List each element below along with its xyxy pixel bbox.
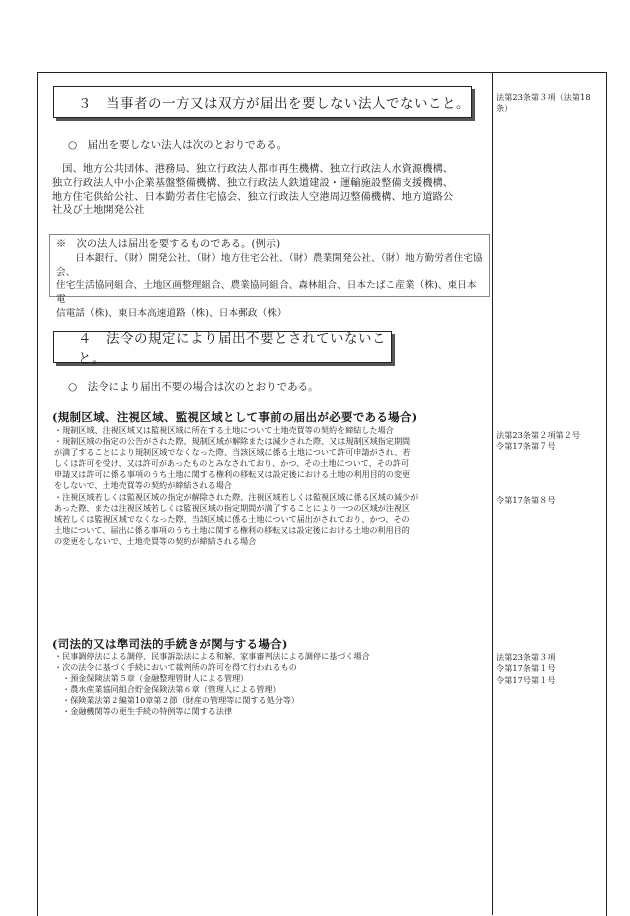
ref-line: 法第23条第３項 (496, 652, 556, 662)
case1-title: (規制区域、注視区域、監視区域として事前の届出が必要である場合) (52, 410, 418, 424)
text-line: ・農水産業協同組合貯金保険法第６章（管理人による管理） (54, 684, 281, 695)
section4-heading (53, 331, 392, 367)
text-line: ・次の法令に基づく手続において裁判所の許可を得て行われるもの (54, 662, 297, 673)
ref-line: 令第17条第７号 (496, 441, 556, 452)
text-line: 土地について、届出に係る事項のうち土地に関する権利の移転又は設定後における土地の利用目的 (54, 524, 410, 535)
text-line: ・規制区域の指定の公告がされた際、規制区域が解除または減少された際、又は規制区域指定期間 (54, 436, 411, 447)
text-line: をしないで、土地売買等の契約が締結される場合 (54, 480, 232, 491)
text-line: 社及び土地開発公社 (52, 205, 145, 217)
text-line: ・金融機関等の更生手続の特例等に関する法律 (54, 706, 233, 717)
section3-entities (52, 163, 492, 218)
section4-heading-text: ４ 法令の規定により届出不要とされていないこと。 (78, 331, 386, 367)
text-line: あった際、または注視区域若しくは監視区域の指定期間が満了することにより一つの区域が注視区 (54, 502, 411, 513)
text-line: 住宅生活協同組合、土地区画整理組合、農業協同組合、森林組合、日本たばこ産業（株)、東日本電 (56, 280, 477, 306)
ref-line: 令第17条第１号 (496, 663, 556, 674)
case2-body (54, 651, 490, 718)
text-line: ・規制区域、注視区域又は監視区域に所在する土地について土地売買等の契約を締結した場合 (54, 425, 394, 435)
case2-title: (司法的又は準司法的手続きが関与する場合) (52, 637, 288, 651)
example-box (49, 234, 490, 319)
text-line: の変更をしないで、土地売買等の契約が締結される場合 (54, 535, 257, 546)
text-line: ・民事調停法による調停、民事訴訟法による和解、家事審判法による調停に基づく場合 (54, 651, 370, 661)
text-line: 日本銀行、（財）開発公社、（財）地方住宅公社、（財）農業開発公社、（財）地方勤労者住宅協会、 (56, 252, 483, 278)
section3-note: ○ 届出を要しない法人は次のとおりである。 (68, 139, 288, 151)
text-line: ※ 次の法人は届出を要するものである。(例示) (56, 239, 281, 250)
text-line: 独立行政法人中小企業基盤整備機構、独立行政法人鉄道建設・運輸施設整備支援機構、 (52, 177, 454, 189)
case1-legal-ref-b (496, 495, 604, 506)
section3-heading-text: ３ 当事者の一方又は双方が届出を要しない法人でないこと。 (78, 96, 470, 112)
section4-note: ○ 法令により届出不要の場合は次のとおりである。 (68, 381, 319, 393)
ref-line: 令第17条第８号 (496, 495, 556, 505)
text-line: 申請又は許可に係る事項のうち土地に関する権利の移転又は設定後における土地の利用目的の変更 (54, 469, 411, 480)
case1-body (54, 425, 490, 547)
text-line: ・注視区域若しくは監視区域の指定が解除された際、注視区域若しくは監視区域に係る区域の減少が (54, 491, 419, 502)
case2-legal-ref (496, 652, 604, 686)
text-line: 国、地方公共団体、港務局、独立行政法人都市再生機構、独立行政法人水資源機構、 (52, 164, 454, 175)
section3-legal-ref (496, 92, 604, 115)
case1-legal-ref-a (496, 430, 604, 453)
ref-line: 令第17号第１号 (496, 674, 556, 685)
ref-line: 条） (496, 103, 513, 114)
column-divider (492, 72, 493, 915)
text-line: 地方住宅供給公社、日本勤労者住宅協会、独立行政法人空港周辺整備機構、地方道路公 (52, 191, 454, 203)
text-line: ・預金保険法第５章（金融整理管財人による管理） (54, 673, 249, 684)
text-line: ・保険業法第２編第10章第２節（財産の管理等に関する処分等） (54, 695, 300, 706)
text-line: が満了することにより規制区域でなくなった際、当該区域に係る土地について許可申請がされ、若 (54, 447, 411, 458)
ref-line: 法第23条第３項（法第18 (496, 92, 591, 102)
section3-heading (53, 86, 472, 118)
text-line: 域若しくは監視区域でなくなった際、当該区域に係る土地について届出がされており、かつ、その (54, 513, 410, 524)
text-line: 信電話（株)、東日本高速道路（株)、日本郵政（株） (56, 307, 287, 319)
ref-line: 法第23条第２項第２号 (496, 430, 581, 440)
text-line: しくは許可を受け、又は許可があったものとみなされており、かつ、その土地について、その許可 (54, 458, 410, 469)
